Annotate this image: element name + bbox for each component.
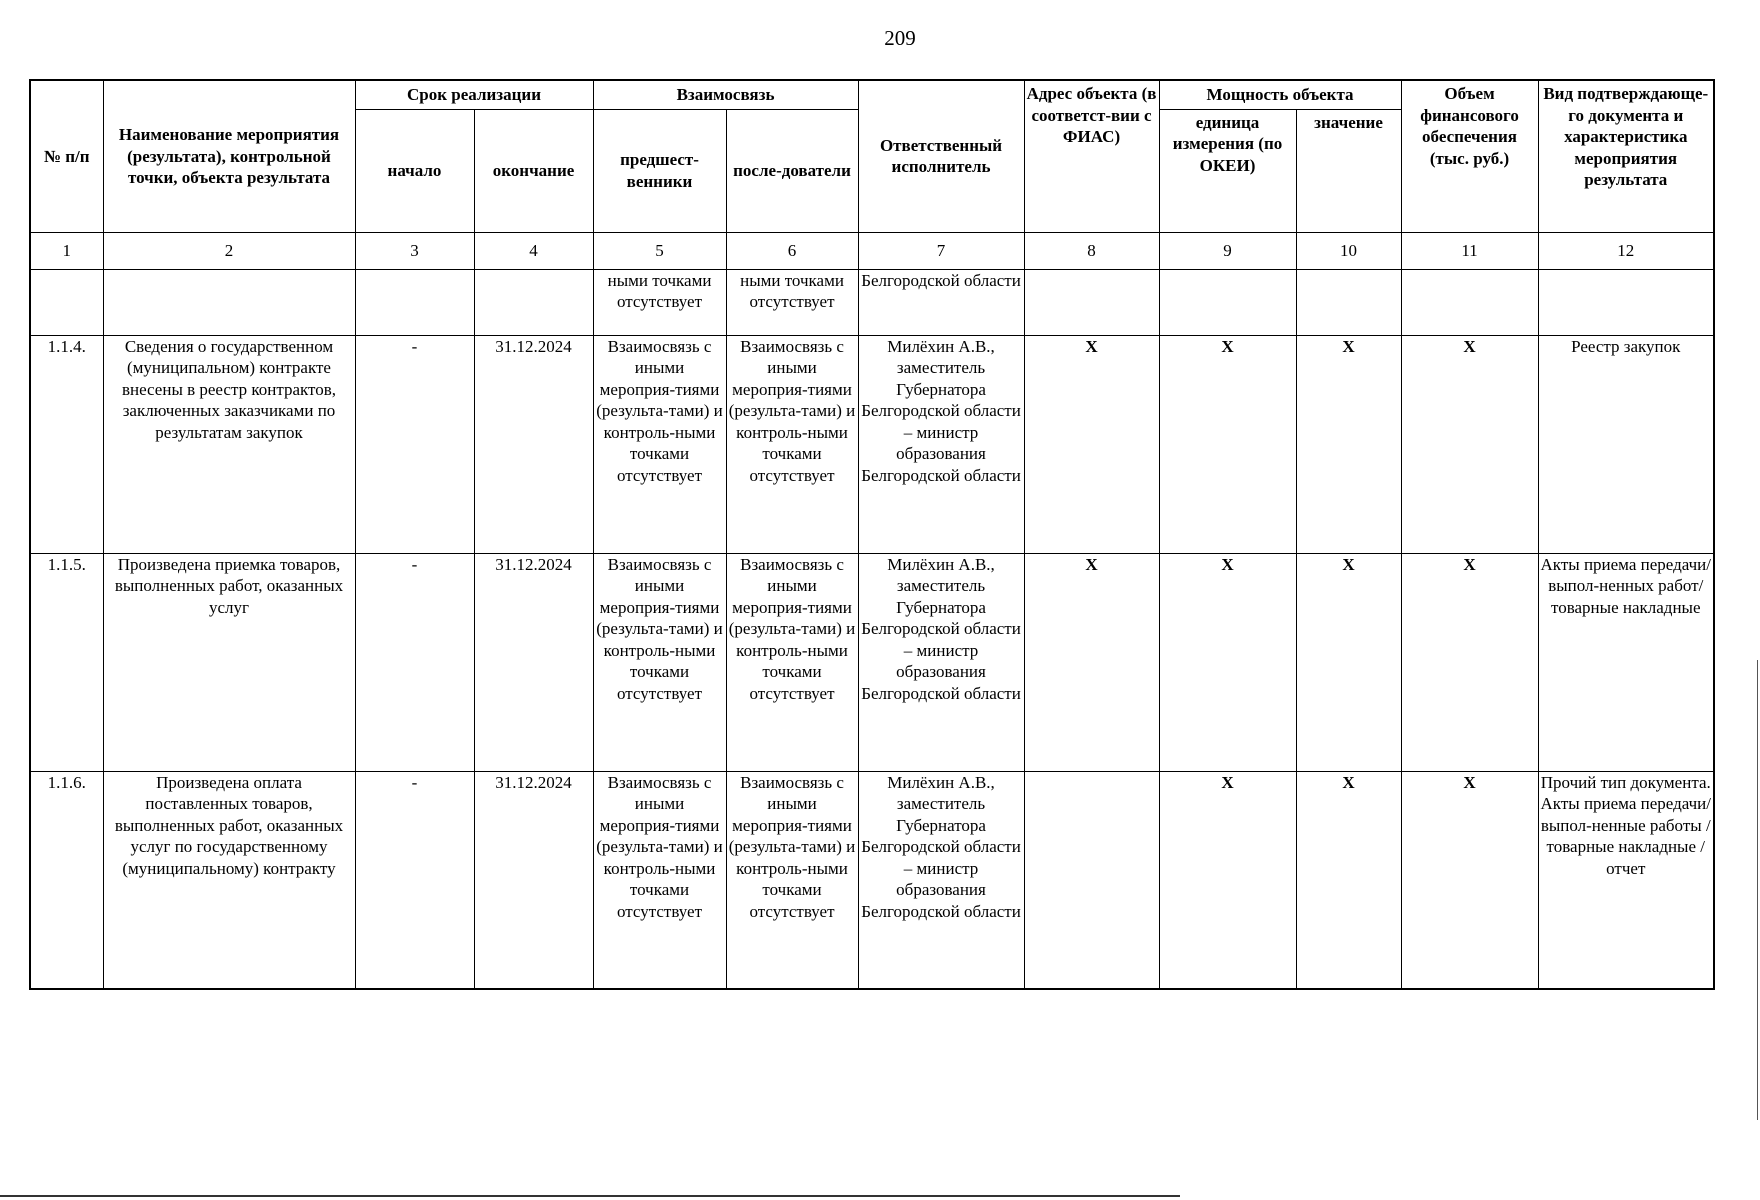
table-row [30, 553, 1714, 771]
header-unit: единица измерения (по ОКЕИ) [1159, 109, 1296, 232]
row-funding [1401, 269, 1538, 335]
column-number: 12 [1538, 232, 1714, 269]
column-number: 1 [30, 232, 103, 269]
row-predecessors: Взаимосвязь с иными мероприя-тиями (результа-тами) и контроль-ными точками отсутствует [593, 553, 726, 771]
row-responsible: Милёхин А.В., заместитель Губернатора Белгородской области – министр образования Белгородской области [858, 335, 1024, 553]
row-successors: Взаимосвязь с иными мероприя-тиями (результа-тами) и контроль-ными точками отсутствует [726, 335, 858, 553]
row-start: - [355, 553, 474, 771]
row-funding: X [1401, 771, 1538, 989]
row-name: Произведена оплата поставленных товаров, выполненных работ, оказанных услуг по государственному (муниципальному) контракту [103, 771, 355, 989]
row-address: X [1024, 335, 1159, 553]
row-num [30, 269, 103, 335]
row-funding: X [1401, 553, 1538, 771]
row-document: Реестр закупок [1538, 335, 1714, 553]
row-address [1024, 771, 1159, 989]
row-value: X [1296, 553, 1401, 771]
header-responsible: Ответственный исполнитель [858, 80, 1024, 232]
row-start: - [355, 771, 474, 989]
header-predecessors: предшест-венники [593, 109, 726, 232]
header-funding: Объем финансового обеспечения (тыс. руб.) [1401, 80, 1538, 232]
row-document: Акты приема передачи/выпол-ненных работ/товарные накладные [1538, 553, 1714, 771]
column-number: 10 [1296, 232, 1401, 269]
row-predecessors: Взаимосвязь с иными мероприя-тиями (результа-тами) и контроль-ными точками отсутствует [593, 335, 726, 553]
column-number: 7 [858, 232, 1024, 269]
row-end: 31.12.2024 [474, 335, 593, 553]
table-row [30, 269, 1714, 335]
row-end: 31.12.2024 [474, 771, 593, 989]
column-number: 9 [1159, 232, 1296, 269]
row-num: 1.1.4. [30, 335, 103, 553]
header-capacity: Мощность объекта [1159, 80, 1401, 109]
row-start [355, 269, 474, 335]
scan-edge-right [1757, 660, 1758, 1120]
header-end: окончание [474, 109, 593, 232]
row-successors: Взаимосвязь с иными мероприя-тиями (результа-тами) и контроль-ными точками отсутствует [726, 771, 858, 989]
header-document: Вид подтверждающе-го документа и характеристика мероприятия результата [1538, 80, 1714, 232]
row-start: - [355, 335, 474, 553]
row-predecessors: ными точками отсутствует [593, 269, 726, 335]
row-address [1024, 269, 1159, 335]
column-number: 6 [726, 232, 858, 269]
row-value [1296, 269, 1401, 335]
row-successors: ными точками отсутствует [726, 269, 858, 335]
row-responsible: Милёхин А.В., заместитель Губернатора Белгородской области – министр образования Белгородской области [858, 553, 1024, 771]
header-value: значение [1296, 109, 1401, 232]
column-number: 8 [1024, 232, 1159, 269]
column-number-row [30, 232, 1714, 269]
column-number: 3 [355, 232, 474, 269]
row-unit: X [1159, 553, 1296, 771]
header-successors: после-дователи [726, 109, 858, 232]
row-successors: Взаимосвязь с иными мероприя-тиями (результа-тами) и контроль-ными точками отсутствует [726, 553, 858, 771]
row-unit: X [1159, 771, 1296, 989]
row-responsible: Белгородской области [858, 269, 1024, 335]
header-address: Адрес объекта (в соответст-вии с ФИАС) [1024, 80, 1159, 232]
scan-edge-bottom [0, 1195, 1180, 1197]
row-end: 31.12.2024 [474, 553, 593, 771]
row-value: X [1296, 335, 1401, 553]
header-name: Наименование мероприятия (результата), контрольной точки, объекта результата [103, 80, 355, 232]
plan-table [29, 79, 1715, 990]
row-end [474, 269, 593, 335]
page-number: 209 [884, 26, 916, 50]
table-row [30, 335, 1714, 553]
row-unit: X [1159, 335, 1296, 553]
column-number: 5 [593, 232, 726, 269]
row-funding: X [1401, 335, 1538, 553]
row-name: Произведена приемка товаров, выполненных работ, оказанных услуг [103, 553, 355, 771]
row-document [1538, 269, 1714, 335]
row-responsible: Милёхин А.В., заместитель Губернатора Белгородской области – министр образования Белгородской области [858, 771, 1024, 989]
column-number: 4 [474, 232, 593, 269]
table-row [30, 771, 1714, 989]
row-address: X [1024, 553, 1159, 771]
row-value: X [1296, 771, 1401, 989]
row-predecessors: Взаимосвязь с иными мероприя-тиями (результа-тами) и контроль-ными точками отсутствует [593, 771, 726, 989]
header-relation: Взаимосвязь [593, 80, 858, 109]
column-number: 2 [103, 232, 355, 269]
header-period: Срок реализации [355, 80, 593, 109]
row-name [103, 269, 355, 335]
row-num: 1.1.5. [30, 553, 103, 771]
header-num: № п/п [30, 80, 103, 232]
header-start: начало [355, 109, 474, 232]
row-name: Сведения о государственном (муниципальном) контракте внесены в реестр контрактов, заключенных заказчиками по результатам закупок [103, 335, 355, 553]
column-number: 11 [1401, 232, 1538, 269]
row-num: 1.1.6. [30, 771, 103, 989]
row-unit [1159, 269, 1296, 335]
row-document: Прочий тип документа. Акты приема передачи/выпол-ненные работы /товарные накладные /отчет [1538, 771, 1714, 989]
